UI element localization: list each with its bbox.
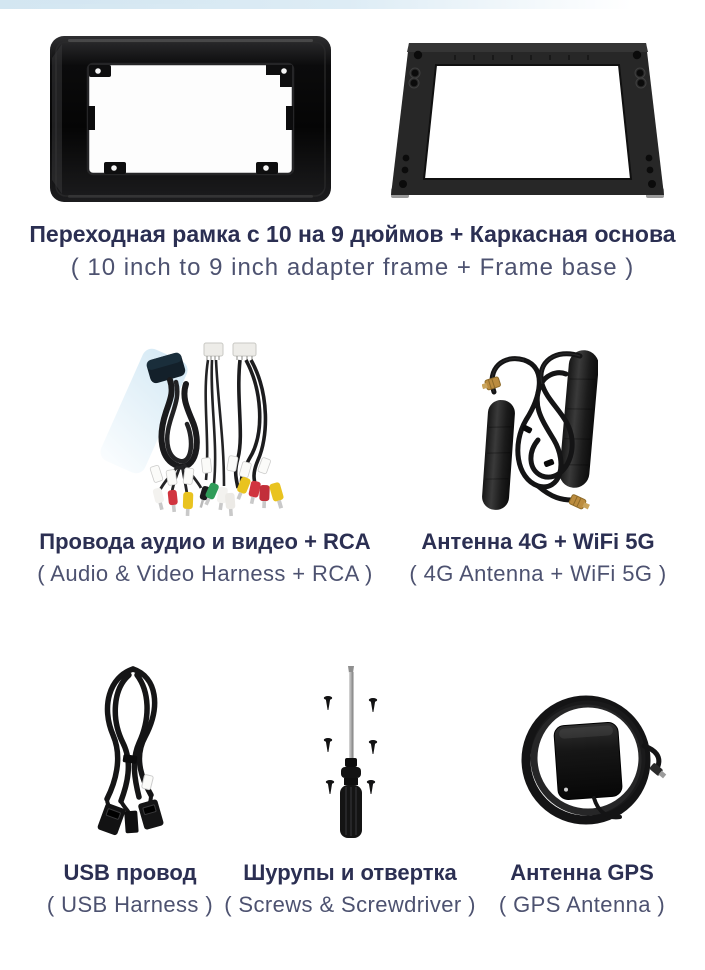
decor-streak-2	[0, 0, 632, 9]
usb-caption-ru: USB провод	[63, 860, 197, 885]
antenna-4g-photo	[482, 340, 598, 518]
usb-harness-image	[83, 663, 185, 845]
gps-antenna-image	[508, 680, 668, 840]
av-harness-image	[140, 338, 290, 524]
screws-screwdriver-image	[316, 666, 386, 842]
decor-streak-3	[0, 0, 240, 4]
gps-caption-ru: Антенна GPS	[510, 860, 654, 885]
adapter-frame-photo	[48, 34, 333, 204]
av-harness-photo	[140, 338, 290, 524]
antenna-4g-image	[482, 340, 598, 518]
screws-caption-ru: Шурупы и отвертка	[243, 860, 457, 885]
av-harness-caption-ru: Провода аудио и видео + RCA	[39, 529, 371, 554]
gps-antenna-photo	[508, 680, 668, 840]
av-harness-caption-en: ( Audio & Video Harness + RCA )	[37, 561, 373, 587]
frames-caption-ru: Переходная рамка с 10 на 9 дюймов + Каркасная основа	[29, 221, 676, 247]
frame-base-image	[385, 40, 670, 200]
usb-harness-photo	[83, 663, 185, 845]
usb-caption-en: ( USB Harness )	[46, 892, 214, 918]
antenna-4g-caption-en: ( 4G Antenna + WiFi 5G )	[409, 561, 667, 587]
frames-caption-en: ( 10 inch to 9 inch adapter frame + Frame base )	[70, 254, 635, 281]
screws-caption-en: ( Screws & Screwdriver )	[224, 892, 476, 918]
decor-streak-1	[0, 0, 360, 4]
adapter-frame-image	[48, 34, 333, 204]
screws-screwdriver-photo	[316, 666, 386, 842]
antenna-4g-caption-ru: Антенна 4G + WiFi 5G	[421, 529, 655, 554]
gps-caption-en: ( GPS Antenna )	[498, 892, 666, 918]
frame-base-photo	[385, 40, 670, 200]
